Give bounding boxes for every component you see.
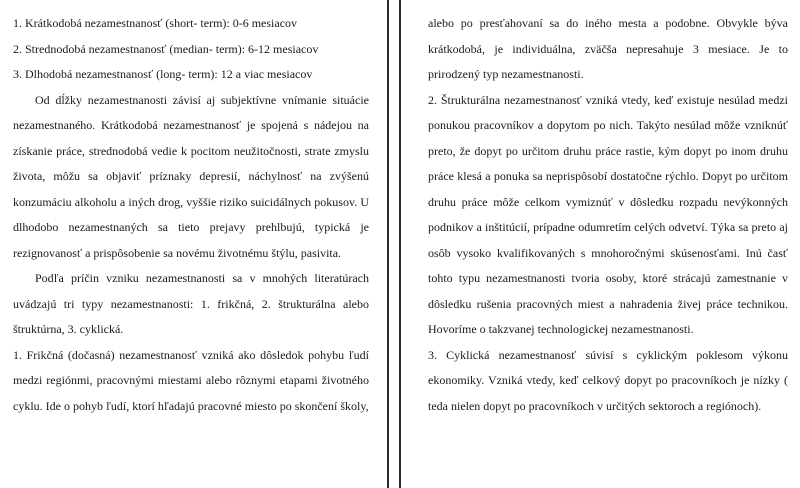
right-document-page — [401, 0, 800, 488]
paragraph-duration-perception: Od dĺžky nezamestnanosti závisí aj subjektívne vnímanie situácie nezamestnaného. Krátkodobá nezamestnanosť je spojená s nádejou na získanie práce, strednodobá vedie k pocitom neužitočnosti, strate zmyslu života, môžu sa objaviť príznaky depresií, náchylnosť na zvýšenú konzumáciu alkoholu a iných drog, vyššie riziko suicidálnych pokusov. U dlhodobo nezamestnaných sa tieto prejavy prehlbujú, typická je rezignovanosť a prispôsobenie sa novému životnému štýlu, pasivita. — [13, 92, 369, 260]
list-item-median-term: 2. Strednodobá nezamestnanosť (median- term): 6-12 mesiacov — [13, 41, 319, 56]
list-item-short-term: 1. Krátkodobá nezamestnanosť (short- term): 0-6 mesiacov — [13, 16, 298, 30]
paragraph-frictional: 1. Frikčná (dočasná) nezamestnanosť vzniká ako dôsledok pohybu ľudí medzi regiónmi, pracovnými miestami alebo rôznymi etapami životného cyklu. Ide o pohyb ľudí, ktorí hľadajú pracovné miesto po skončení školy, — [13, 347, 369, 413]
paragraph-structural: 2. Štrukturálna nezamestnanosť vzniká vtedy, keď existuje nesúlad medzi ponukou pracovníkov a dopytom po nich. Takýto nesúlad môže vzniknúť preto, že dopyt po určitom druhu práce rastie, kým dopyt po inom druhu práce klesá a ponuka sa neprispôsobí dostatočne rýchlo. Dopyt po určitom druhu práce môže celkom vymiznúť v dôsledku rozpadu nevýkonných podnikov a inštitúcií, prípadne odumretím celých odvetví. Týka sa preto aj osôb vysoko kvalifikovaných s mnohoročnými skúsenosťami. Inú časť tohto typu nezamestnanosti tvoria osoby, ktoré strácajú zamestnanie v dôsledku rušenia pracovných miest a nahradenia živej práce technikou. Hovoríme o takzvanej technologickej nezamestnanosti. — [428, 92, 788, 336]
paragraph-cyclical: 3. Cyklická nezamestnanosť súvisí s cyklickým poklesom výkonu ekonomiky. Vzniká vtedy, keď celkový dopyt po pracovníkoch je nízky ( teda nielen dopyt po pracovníkoch v určitých sektoroch a regiónoch). — [428, 347, 788, 413]
paragraph-types-intro: Podľa príčin vzniku nezamestnanosti sa v mnohých literatúrach uvádzajú tri typy nezamestnanosti: 1. frikčná, 2. štrukturálna alebo štruktúrna, 3. cyklická. — [13, 271, 369, 336]
paragraph-frictional-continued: alebo po presťahovaní sa do iného mesta a podobne. Obvykle býva krátkodobá, je individuálna, zväčša nepresahuje 3 mesiace. Je to prirodzený typ nezamestnanosti. — [428, 16, 788, 81]
left-document-page — [0, 0, 387, 488]
page-gutter-divider — [387, 0, 401, 488]
list-item-long-term: 3. Dlhodobá nezamestnanosť (long- term): 12 a viac mesiacov — [13, 67, 313, 81]
